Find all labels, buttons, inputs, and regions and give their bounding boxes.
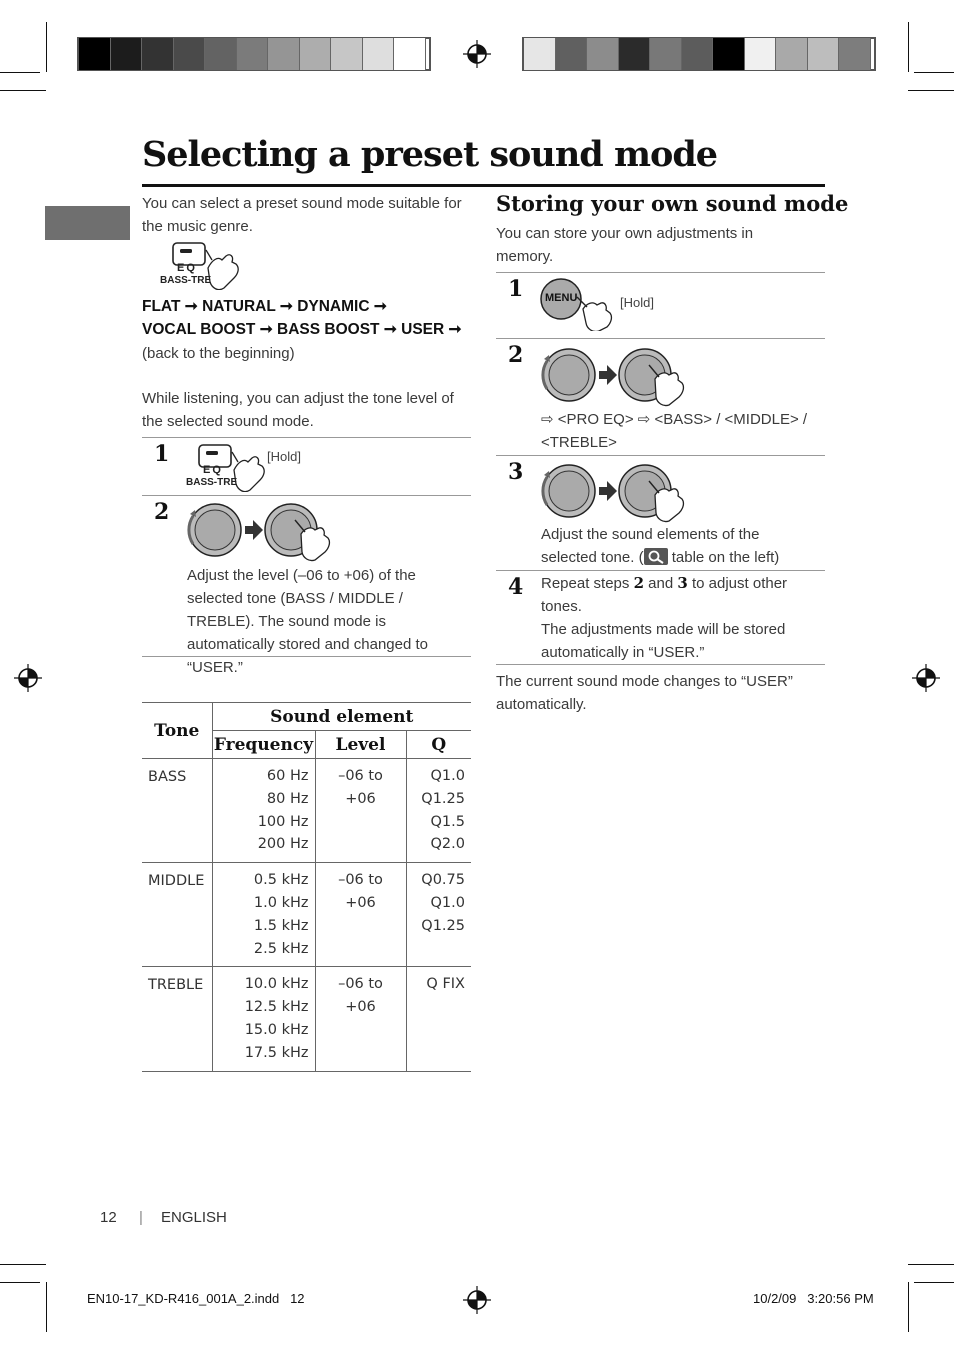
step-number: 4 xyxy=(508,574,524,600)
color-swatch xyxy=(682,38,714,70)
section-intro: You can store your own adjustments in memory. xyxy=(496,225,754,265)
intro-text: You can select a preset sound mode suitable for the music genre. xyxy=(142,195,462,235)
footer-timestamp: 10/2/09 3:20:56 PM xyxy=(753,1291,874,1306)
q-cell: Q FIX xyxy=(406,967,471,1071)
frequency-header: Frequency xyxy=(212,731,315,759)
step-3-description xyxy=(541,523,826,569)
divider xyxy=(142,495,471,496)
divider xyxy=(496,272,825,273)
hold-label: [Hold] xyxy=(620,295,654,310)
color-swatch xyxy=(556,38,588,70)
divider xyxy=(496,570,825,571)
while-listening-text: While listening, you can adjust the tone level of the selected sound mode. xyxy=(142,390,454,430)
divider xyxy=(142,437,471,438)
rotate-then-press-knob-icon xyxy=(185,500,337,562)
step-number: 2 xyxy=(154,499,170,525)
color-swatch xyxy=(142,38,174,70)
registration-mark-icon xyxy=(14,664,42,692)
step-2-description: Adjust the level (–06 to +06) of the selected tone (BASS / MIDDLE / TREBLE). The sound mode is automatically stored and changed to “USER.” xyxy=(187,567,428,676)
color-swatch xyxy=(524,38,556,70)
footer-separator: | xyxy=(139,1209,143,1226)
step-4-paragraph-2: The adjustments made will be stored automatically in “USER.” xyxy=(541,621,786,661)
divider xyxy=(142,656,471,657)
level-cell: –06 to +06 xyxy=(315,759,406,863)
tone-cell: MIDDLE xyxy=(142,863,212,967)
q-header: Q xyxy=(406,731,471,759)
magnifier-reference-icon xyxy=(644,548,668,565)
color-swatch xyxy=(331,38,363,70)
crop-mark xyxy=(908,1282,909,1332)
title-rule xyxy=(142,184,825,187)
frequency-cell: 60 Hz 80 Hz 100 Hz 200 Hz xyxy=(212,759,315,863)
level-cell: –06 to +06 xyxy=(315,967,406,1071)
arrow-icon: ➞ xyxy=(383,321,397,338)
rotate-then-press-knob-icon xyxy=(539,461,691,523)
q-cell: Q0.75 Q1.0 Q1.25 xyxy=(406,863,471,967)
menu-path-line2: <TREBLE> xyxy=(541,434,617,451)
hold-label: [Hold] xyxy=(267,449,301,464)
level-header: Level xyxy=(315,731,406,759)
outro-text: The current sound mode changes to “USER” automatically. xyxy=(496,673,793,713)
color-swatch xyxy=(650,38,682,70)
crop-mark xyxy=(0,1264,46,1265)
arrow-icon: ➞ xyxy=(279,298,293,315)
color-swatch xyxy=(619,38,651,70)
table-row xyxy=(142,967,471,1071)
color-swatch xyxy=(808,38,840,70)
color-swatch xyxy=(111,38,143,70)
color-swatch xyxy=(174,38,206,70)
color-swatch xyxy=(745,38,777,70)
color-swatch xyxy=(587,38,619,70)
eq-label: EQ xyxy=(203,464,223,476)
mode-natural: NATURAL xyxy=(202,298,276,315)
table-row xyxy=(142,759,471,863)
mode-dynamic: DYNAMIC xyxy=(297,298,370,315)
crop-mark xyxy=(46,1282,47,1332)
page-number: 12 xyxy=(100,1209,117,1226)
menu-button-icon xyxy=(539,277,623,331)
step-2-menu-path xyxy=(541,408,826,454)
eq-button-illustration xyxy=(186,444,276,492)
frequency-cell: 10.0 kHz 12.5 kHz 15.0 kHz 17.5 kHz xyxy=(212,967,315,1071)
crop-mark xyxy=(914,72,954,73)
step-number: 1 xyxy=(154,441,170,467)
registration-mark-icon xyxy=(912,664,940,692)
crop-mark xyxy=(908,1264,954,1265)
section-heading: Storing your own sound mode xyxy=(496,191,849,216)
color-swatch xyxy=(300,38,332,70)
table-row xyxy=(142,863,471,967)
footer-filename: EN10-17_KD-R416_001A_2.indd 12 xyxy=(87,1291,305,1306)
step-number: 1 xyxy=(508,276,524,302)
step-number: 3 xyxy=(508,459,524,485)
mode-flat: FLAT xyxy=(142,298,181,315)
color-swatch xyxy=(394,38,426,70)
rotate-then-press-knob-icon xyxy=(539,345,691,407)
step-4-line2: tones. xyxy=(541,598,582,615)
eq-button-illustration xyxy=(160,242,250,290)
divider xyxy=(496,338,825,339)
frequency-cell: 0.5 kHz 1.0 kHz 1.5 kHz 2.5 kHz xyxy=(212,863,315,967)
step-4-description xyxy=(541,572,826,664)
step-number: 2 xyxy=(508,342,524,368)
crop-mark xyxy=(914,1282,954,1283)
tone-header: Tone xyxy=(142,703,212,759)
divider xyxy=(496,664,825,665)
language-side-tab xyxy=(45,206,130,240)
page-title: Selecting a preset sound mode xyxy=(142,134,718,175)
registration-mark-icon xyxy=(463,40,491,68)
color-swatch xyxy=(79,38,111,70)
sound-mode-sequence-line2 xyxy=(142,320,462,339)
arrow-icon: ➞ xyxy=(184,298,198,315)
divider xyxy=(496,455,825,456)
crop-mark xyxy=(908,22,909,72)
mode-bass-boost: BASS BOOST xyxy=(277,321,380,338)
sound-element-table xyxy=(142,702,471,1072)
step-3-line2: selected tone. ( table on the left) xyxy=(541,549,780,566)
arrow-icon: ➞ xyxy=(373,298,387,315)
mode-vocal-boost: VOCAL BOOST xyxy=(142,321,256,338)
menu-label: MENU xyxy=(545,292,578,304)
bass-tre-label: BASS-TRE xyxy=(186,477,238,488)
back-to-beginning: (back to the beginning) xyxy=(142,345,295,362)
crop-mark xyxy=(46,22,47,72)
registration-mark-icon xyxy=(463,1286,491,1314)
eq-label: EQ xyxy=(177,262,197,274)
color-swatch xyxy=(268,38,300,70)
menu-path-line1: ⇨ <PRO EQ> ⇨ <BASS> / <MIDDLE> / xyxy=(541,411,808,428)
arrow-icon: ➞ xyxy=(448,321,462,338)
crop-mark xyxy=(0,1282,40,1283)
crop-mark xyxy=(908,90,954,91)
table-body xyxy=(142,759,471,1072)
q-cell: Q1.0 Q1.25 Q1.5 Q2.0 xyxy=(406,759,471,863)
bass-tre-label: BASS-TRE xyxy=(160,275,212,286)
color-swatch xyxy=(713,38,745,70)
color-swatch xyxy=(237,38,269,70)
arrow-icon: ➞ xyxy=(259,321,273,338)
sound-mode-sequence-line1 xyxy=(142,297,387,316)
footer-language: ENGLISH xyxy=(161,1209,227,1226)
color-swatch xyxy=(363,38,395,70)
step-4-line1: Repeat steps 2 and 3 to adjust other xyxy=(541,574,788,592)
level-cell: –06 to +06 xyxy=(315,863,406,967)
color-swatch xyxy=(776,38,808,70)
tone-cell: TREBLE xyxy=(142,967,212,1071)
step-3-line1: Adjust the sound elements of the xyxy=(541,526,760,543)
tone-cell: BASS xyxy=(142,759,212,863)
mode-user: USER xyxy=(401,321,445,338)
sound-element-header: Sound element xyxy=(212,703,471,731)
color-swatch xyxy=(839,38,871,70)
crop-mark xyxy=(0,90,46,91)
crop-mark xyxy=(0,72,40,73)
color-swatch xyxy=(205,38,237,70)
